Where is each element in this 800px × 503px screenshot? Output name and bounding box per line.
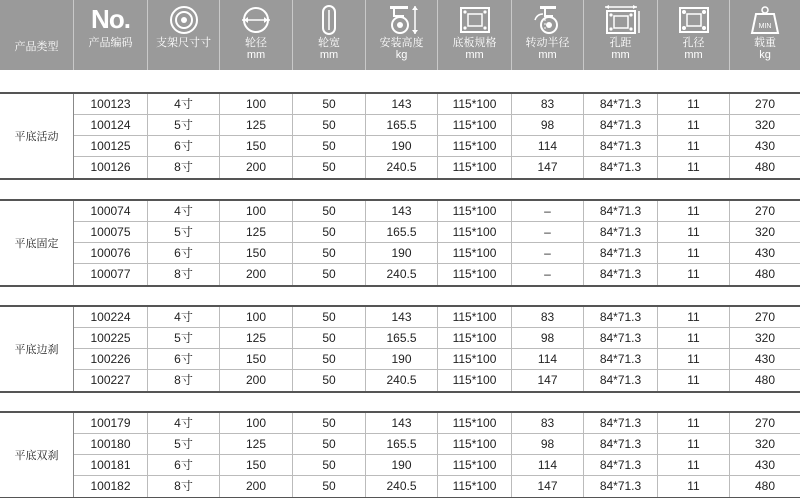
hole-diameter-icon (677, 5, 711, 35)
header-product-code-label: 产品编码 (88, 37, 133, 49)
hole-distance: 84*71.3 (584, 115, 658, 136)
product-group (0, 92, 800, 180)
header-plate-spec-label: 底板规格 (452, 37, 497, 49)
hole-distance: 84*71.3 (584, 201, 658, 222)
wheel-width: 50 (293, 476, 366, 497)
install-height: 165.5 (366, 434, 438, 455)
install-height: 143 (366, 307, 438, 328)
header-swivel-radius-unit: mm (538, 49, 557, 61)
load: 320 (730, 222, 800, 243)
wheel-diameter: 100 (220, 201, 293, 222)
wheel-width: 50 (293, 201, 366, 222)
no-logo-icon: No. (91, 4, 130, 34)
hole-distance: 84*71.3 (584, 413, 658, 434)
header-hole-diameter-label: 孔径 (682, 37, 705, 49)
hole-diameter: 11 (658, 349, 730, 370)
header-hole-diameter (658, 0, 730, 70)
swivel-radius: 147 (512, 370, 584, 391)
product-code: 100179 (74, 413, 148, 434)
plate-spec: 115*100 (438, 476, 512, 497)
hole-distance: 84*71.3 (584, 476, 658, 497)
product-type-label: 平底固定 (0, 201, 74, 285)
size: 4寸 (148, 307, 220, 328)
install-height: 240.5 (366, 370, 438, 391)
header-product-code (74, 0, 148, 70)
spec-table-header (0, 0, 800, 70)
plate-spec: 115*100 (438, 243, 512, 264)
swivel-radius: 114 (512, 136, 584, 157)
hole-distance: 84*71.3 (584, 222, 658, 243)
hole-distance: 84*71.3 (584, 370, 658, 391)
plate-spec: 115*100 (438, 115, 512, 136)
header-hole-distance-unit: mm (611, 49, 630, 61)
product-group (0, 199, 800, 287)
header-size-unit: 寸 (200, 37, 211, 49)
load: 480 (754, 479, 776, 493)
plate-spec: 115*100 (438, 157, 512, 178)
size: 6寸 (148, 243, 220, 264)
load: 480 (754, 267, 776, 281)
header-install-height (366, 0, 438, 70)
product-type-label: 平底活动 (0, 94, 74, 178)
wheel-width: 50 (293, 349, 366, 370)
load: 270 (730, 94, 800, 115)
hole-distance: 84*71.3 (584, 243, 658, 264)
header-wheel-diameter-unit: mm (246, 49, 266, 61)
product-group (0, 305, 800, 393)
product-code: 100123 (74, 94, 148, 115)
plate-spec: 115*100 (438, 307, 512, 328)
hole-diameter: 11 (658, 370, 730, 391)
wheel-width: 50 (293, 115, 366, 136)
swivel-radius: 98 (512, 434, 584, 455)
hole-diameter: 11 (658, 455, 730, 476)
wheel-diameter: 150 (220, 243, 293, 264)
load: 320 (730, 434, 800, 455)
hole-distance: 84*71.3 (584, 157, 658, 178)
size: 8寸 (148, 264, 220, 285)
swivel-radius: 114 (512, 349, 584, 370)
plate-spec: 115*100 (438, 413, 512, 434)
size: 6寸 (148, 349, 220, 370)
size: 4寸 (148, 201, 220, 222)
header-size-label: 支架尺寸 (156, 37, 200, 49)
install-height: 165.5 (366, 328, 438, 349)
hole-diameter: 11 (658, 476, 730, 497)
header-wheel-width (293, 0, 366, 70)
product-code: 100224 (74, 307, 148, 328)
wheel-diameter: 200 (220, 157, 293, 178)
header-wheel-width-label: 轮宽 (318, 37, 340, 49)
hole-diameter: 11 (658, 413, 730, 434)
wheel-width: 50 (293, 222, 366, 243)
wheel-diameter: 125 (220, 222, 293, 243)
plate-spec: 115*100 (438, 328, 512, 349)
hole-diameter: 11 (658, 222, 730, 243)
wheel-width: 50 (293, 136, 366, 157)
header-load-unit: kg (759, 49, 771, 61)
install-height: 190 (366, 243, 438, 264)
swivel-radius: – (512, 243, 584, 264)
weight-icon-text: MIN (758, 22, 772, 30)
product-code: 100226 (74, 349, 148, 370)
wheel-diameter: 100 (220, 307, 293, 328)
plate-spec: 115*100 (438, 222, 512, 243)
wheel-icon (169, 5, 199, 35)
product-code: 100225 (74, 328, 148, 349)
hole-distance: 84*71.3 (584, 455, 658, 476)
plate-spec-icon (458, 5, 492, 35)
product-code: 100075 (74, 222, 148, 243)
product-code: 100077 (74, 264, 148, 285)
header-swivel-radius-label: 转动半径 (525, 37, 570, 49)
wheel-width: 50 (293, 455, 366, 476)
hole-distance: 84*71.3 (584, 328, 658, 349)
load: 480 (754, 160, 776, 174)
size: 6寸 (148, 136, 220, 157)
header-plate-spec (438, 0, 512, 70)
hole-distance: 84*71.3 (584, 434, 658, 455)
swivel-radius: 98 (512, 115, 584, 136)
swivel-radius: 83 (512, 307, 584, 328)
plate-spec: 115*100 (438, 264, 512, 285)
plate-spec: 115*100 (438, 349, 512, 370)
product-code: 100227 (74, 370, 148, 391)
hole-diameter: 11 (658, 94, 730, 115)
product-type-label: 平底边刹 (0, 307, 74, 391)
wheel-width: 50 (293, 264, 366, 285)
product-code: 100074 (74, 201, 148, 222)
hole-diameter: 11 (658, 115, 730, 136)
size: 5寸 (148, 222, 220, 243)
swivel-radius: – (512, 264, 584, 285)
wheel-diameter: 125 (220, 328, 293, 349)
wheel-diameter: 200 (220, 264, 293, 285)
hole-distance-icon (601, 5, 641, 35)
wheel-width: 50 (293, 370, 366, 391)
product-code: 100124 (74, 115, 148, 136)
wheel-width: 50 (293, 157, 366, 178)
header-hole-diameter-unit: mm (684, 49, 703, 61)
header-install-height-unit: kg (395, 49, 408, 61)
size: 4寸 (148, 94, 220, 115)
caster-height-icon (384, 4, 420, 36)
swivel-radius-icon (531, 4, 565, 36)
hole-diameter: 11 (658, 328, 730, 349)
swivel-radius: 147 (512, 157, 584, 178)
plate-spec: 115*100 (438, 434, 512, 455)
size: 5寸 (148, 115, 220, 136)
wheel-diameter: 150 (220, 136, 293, 157)
load: 320 (730, 115, 800, 136)
load: 270 (730, 413, 800, 434)
install-height: 240.5 (366, 476, 438, 497)
product-group (0, 411, 800, 498)
product-code: 100076 (74, 243, 148, 264)
load: 430 (730, 455, 800, 476)
wheel-width: 50 (293, 243, 366, 264)
hole-distance: 84*71.3 (584, 94, 658, 115)
load: 270 (730, 201, 800, 222)
header-wheel-width-unit: mm (319, 49, 339, 61)
hole-distance: 84*71.3 (584, 264, 658, 285)
swivel-radius: 114 (512, 455, 584, 476)
swivel-radius: – (512, 201, 584, 222)
header-plate-spec-unit: mm (465, 49, 484, 61)
header-swivel-radius (512, 0, 584, 70)
wheel-diameter: 200 (220, 476, 293, 497)
wheel-width-icon (317, 4, 341, 36)
install-height: 240.5 (366, 264, 438, 285)
weight-icon (750, 5, 780, 35)
wheel-width: 50 (293, 434, 366, 455)
hole-distance: 84*71.3 (584, 349, 658, 370)
swivel-radius: 98 (512, 328, 584, 349)
install-height: 165.5 (366, 222, 438, 243)
install-height: 143 (366, 413, 438, 434)
swivel-radius: – (512, 222, 584, 243)
header-size (148, 0, 220, 70)
load: 270 (730, 307, 800, 328)
size: 8寸 (148, 157, 220, 178)
install-height: 143 (366, 94, 438, 115)
wheel-diameter: 125 (220, 434, 293, 455)
diameter-icon (239, 5, 273, 35)
install-height: 165.5 (366, 115, 438, 136)
header-hole-distance-label: 孔距 (609, 37, 632, 49)
product-code: 100126 (74, 157, 148, 178)
header-wheel-diameter-label: 轮径 (245, 37, 267, 49)
header-load-label: 载重 (754, 37, 776, 49)
swivel-radius: 83 (512, 413, 584, 434)
size: 4寸 (148, 413, 220, 434)
hole-distance: 84*71.3 (584, 136, 658, 157)
hole-diameter: 11 (658, 264, 730, 285)
hole-diameter: 11 (658, 157, 730, 178)
hole-diameter: 11 (658, 243, 730, 264)
wheel-diameter: 125 (220, 115, 293, 136)
plate-spec: 115*100 (438, 455, 512, 476)
plate-spec: 115*100 (438, 201, 512, 222)
wheel-diameter: 150 (220, 455, 293, 476)
header-hole-distance (584, 0, 658, 70)
load: 430 (730, 243, 800, 264)
header-install-height-label: 安装高度 (379, 37, 424, 49)
hole-diameter: 11 (658, 307, 730, 328)
wheel-width: 50 (293, 94, 366, 115)
install-height: 143 (366, 201, 438, 222)
size: 6寸 (148, 455, 220, 476)
install-height: 190 (366, 455, 438, 476)
load: 480 (754, 373, 776, 387)
header-product-type (0, 0, 74, 70)
install-height: 190 (366, 349, 438, 370)
wheel-diameter: 150 (220, 349, 293, 370)
size: 5寸 (148, 434, 220, 455)
install-height: 240.5 (366, 157, 438, 178)
hole-diameter: 11 (658, 201, 730, 222)
load: 320 (730, 328, 800, 349)
wheel-diameter: 100 (220, 94, 293, 115)
hole-diameter: 11 (658, 136, 730, 157)
size: 5寸 (148, 328, 220, 349)
wheel-width: 50 (293, 328, 366, 349)
swivel-radius: 83 (512, 94, 584, 115)
plate-spec: 115*100 (438, 370, 512, 391)
header-product-type-label: 产品类型 (14, 41, 59, 53)
hole-diameter: 11 (658, 434, 730, 455)
header-wheel-diameter (220, 0, 293, 70)
size: 8寸 (148, 370, 220, 391)
product-code: 100125 (74, 136, 148, 157)
plate-spec: 115*100 (438, 94, 512, 115)
header-load (730, 0, 800, 70)
product-code: 100180 (74, 434, 148, 455)
wheel-diameter: 200 (220, 370, 293, 391)
size: 8寸 (148, 476, 220, 497)
swivel-radius: 147 (512, 476, 584, 497)
hole-distance: 84*71.3 (584, 307, 658, 328)
product-type-label: 平底双刹 (0, 413, 74, 497)
wheel-width: 50 (293, 307, 366, 328)
plate-spec: 115*100 (438, 136, 512, 157)
install-height: 190 (366, 136, 438, 157)
product-code: 100181 (74, 455, 148, 476)
product-code: 100182 (74, 476, 148, 497)
load: 430 (730, 349, 800, 370)
wheel-width: 50 (293, 413, 366, 434)
load: 430 (730, 136, 800, 157)
wheel-diameter: 100 (220, 413, 293, 434)
